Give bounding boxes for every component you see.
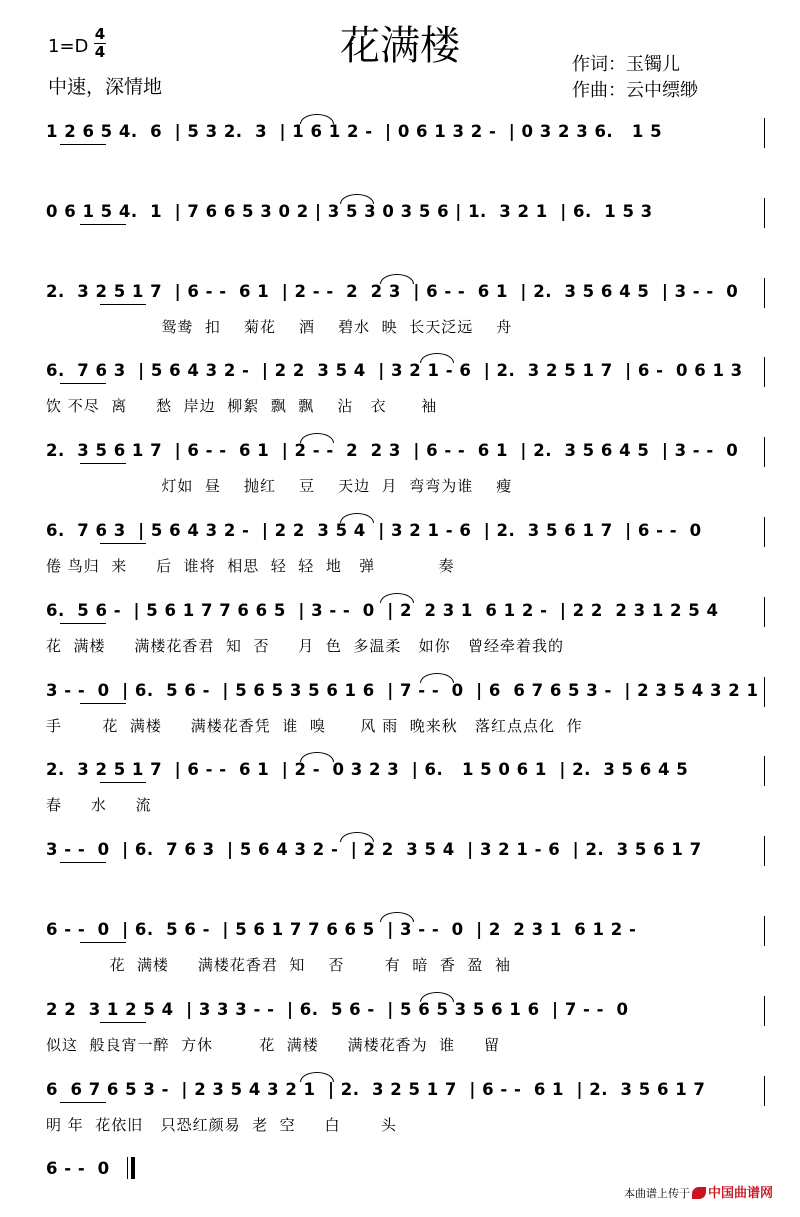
score-row bbox=[0, 519, 800, 579]
notation-line: 3 - - 0 | 6. 5 6 - | 5 6 5 3 5 6 1 6 | 7 - - 0 | 6 6 7 6 5 3 - | 2 3 5 4 3 2 1 bbox=[46, 680, 759, 700]
beam-underline bbox=[100, 1022, 146, 1023]
beam-underline bbox=[60, 144, 106, 145]
slur-arc bbox=[300, 114, 334, 124]
lyrics-line: 倦 鸟归 来 后 谁将 相思 轻 轻 地 弹 奏 bbox=[46, 557, 455, 575]
composer-name: 云中缥缈 bbox=[626, 80, 698, 101]
lyricist-name: 玉镯儿 bbox=[626, 54, 680, 75]
score-row bbox=[0, 120, 800, 180]
score-row bbox=[0, 838, 800, 898]
notation-line: 2 2 3 1 2 5 4 | 3 3 3 - - | 6. 5 6 - | 5 6 5 3 5 6 1 6 | 7 - - 0 bbox=[46, 999, 629, 1019]
beam-underline bbox=[60, 623, 106, 624]
upload-text: 本曲谱上传于 bbox=[624, 1187, 690, 1200]
slur-arc bbox=[380, 274, 414, 284]
score-row bbox=[0, 918, 800, 978]
final-barline-thin bbox=[127, 1157, 128, 1179]
key-signature: 1=D bbox=[48, 36, 89, 57]
upload-footer bbox=[624, 1182, 773, 1201]
time-signature-bottom: 4 bbox=[94, 43, 106, 61]
slur-arc bbox=[300, 1072, 334, 1082]
lyrics-line: 饮 不尽 离 愁 岸边 柳絮 飘 飘 沾 衣 袖 bbox=[46, 397, 438, 416]
slur-arc bbox=[300, 433, 334, 443]
beam-underline bbox=[80, 703, 126, 704]
end-barline bbox=[764, 118, 765, 148]
beam-underline bbox=[100, 782, 146, 783]
slur-arc bbox=[380, 912, 414, 922]
notation-line: 2. 3 2 5 1 7 | 6 - - 6 1 | 2 - - 2 2 3 | 6 - - 6 1 | 2. 3 5 6 4 5 | 3 - - 0 bbox=[46, 281, 739, 301]
end-barline bbox=[764, 597, 765, 627]
beam-underline bbox=[60, 1102, 106, 1103]
notation-line: 2. 3 2 5 1 7 | 6 - - 6 1 | 2 - 0 3 2 3 | 6. 1 5 0 6 1 | 2. 3 5 6 4 5 bbox=[46, 760, 689, 780]
beam-underline bbox=[100, 304, 146, 305]
lyrics-line: 春 水 流 bbox=[46, 796, 152, 815]
composer-label: 作曲： bbox=[572, 80, 626, 101]
composer-credit bbox=[572, 76, 698, 102]
lyrics-line: 花 满楼 满楼花香君 知 否 有 暗 香 盈 袖 bbox=[46, 956, 511, 974]
notation-line: 1 2 6 5 4. 6 | 5 3 2. 3 | 1 6 1 2 - | 0 6 1 3 2 - | 0 3 2 3 6. 1 5 bbox=[46, 122, 663, 141]
score-row bbox=[0, 359, 800, 419]
notation-line: 6 - - 0 bbox=[46, 1159, 110, 1179]
beam-underline bbox=[60, 862, 106, 863]
score-row bbox=[0, 200, 800, 260]
slur-arc bbox=[340, 832, 374, 842]
notation-line: 6 6 7 6 5 3 - | 2 3 5 4 3 2 1 | 2. 3 2 5 1 7 | 6 - - 6 1 | 2. 3 5 6 1 7 bbox=[46, 1079, 706, 1099]
beam-underline bbox=[60, 383, 106, 384]
slur-arc bbox=[340, 513, 374, 523]
end-barline bbox=[764, 996, 765, 1026]
score-row bbox=[0, 599, 800, 659]
end-barline bbox=[764, 198, 765, 228]
slur-arc bbox=[380, 593, 414, 603]
tempo-marking: 中速，深情地 bbox=[48, 76, 163, 98]
score-row bbox=[0, 439, 800, 499]
notation-line: 6. 7 6 3 | 5 6 4 3 2 - | 2 2 3 5 4 | 3 2 1 - 6 | 2. 3 2 5 1 7 | 6 - 0 6 1 3 bbox=[46, 361, 743, 381]
notation-line: 2. 3 5 6 1 7 | 6 - - 6 1 | 2 - - 2 2 3 | 6 - - 6 1 | 2. 3 5 6 4 5 | 3 - - 0 bbox=[46, 441, 739, 461]
lyrics-line: 花 满楼 满楼花香君 知 否 月 色 多温柔 如你 曾经牵着我的 bbox=[46, 636, 564, 655]
slur-arc bbox=[420, 673, 454, 683]
end-barline bbox=[764, 677, 765, 707]
slur-arc bbox=[420, 992, 454, 1002]
end-barline bbox=[764, 756, 765, 786]
notation-line: 6 - - 0 | 6. 5 6 - | 5 6 1 7 7 6 6 5 | 3 - - 0 | 2 2 3 1 6 1 2 - bbox=[46, 920, 637, 939]
slur-arc bbox=[420, 353, 454, 363]
slur-arc bbox=[340, 194, 374, 204]
site-logo-icon bbox=[692, 1187, 706, 1199]
lyrics-line: 鸳鸯 扣 菊花 酒 碧水 映 长天泛远 舟 bbox=[46, 317, 513, 336]
lyricist-credit bbox=[572, 50, 680, 76]
notation-line: 0 6 1 5 4. 1 | 7 6 6 5 3 0 2 | 3 5 3 0 3 5 6 | 1. 3 2 1 | 6. 1 5 3 bbox=[46, 201, 653, 221]
score-row bbox=[0, 758, 800, 818]
end-barline bbox=[764, 836, 765, 866]
end-barline bbox=[764, 278, 765, 308]
lyricist-label: 作词： bbox=[572, 54, 626, 75]
end-barline bbox=[764, 437, 765, 467]
end-barline bbox=[764, 916, 765, 946]
time-signature bbox=[94, 27, 106, 60]
end-barline bbox=[764, 357, 765, 387]
lyrics-line: 灯如 昼 抛红 豆 天边 月 弯弯为谁 瘦 bbox=[46, 477, 513, 496]
beam-underline bbox=[80, 942, 126, 943]
end-barline bbox=[764, 517, 765, 547]
end-barline bbox=[764, 1076, 765, 1106]
notation-line: 6. 5 6 - | 5 6 1 7 7 6 6 5 | 3 - - 0 | 2 2 3 1 6 1 2 - | 2 2 2 3 1 2 5 4 bbox=[46, 600, 719, 620]
site-name: 中国曲谱网 bbox=[708, 1186, 774, 1201]
beam-underline bbox=[100, 543, 146, 544]
lyrics-line: 手 花 满楼 满楼花香凭 谁 嗅 风 雨 晚来秋 落红点点化 作 bbox=[46, 716, 583, 735]
lyrics-line: 似这 般良宵一醉 方休 花 满楼 满楼花香为 谁 留 bbox=[46, 1035, 500, 1054]
lyrics-line: 明 年 花依旧 只恐红颜易 老 空 白 头 bbox=[46, 1115, 397, 1134]
notation-line: 6. 7 6 3 | 5 6 4 3 2 - | 2 2 3 5 4 | 3 2 1 - 6 | 2. 3 5 6 1 7 | 6 - - 0 bbox=[46, 521, 702, 540]
song-title: 花满楼 bbox=[340, 23, 460, 69]
beam-underline bbox=[80, 463, 126, 464]
slur-arc bbox=[300, 752, 334, 762]
score-row bbox=[0, 998, 800, 1058]
notation-line: 3 - - 0 | 6. 7 6 3 | 5 6 4 3 2 - | 2 2 3 5 4 | 3 2 1 - 6 | 2. 3 5 6 1 7 bbox=[46, 840, 702, 860]
score-row bbox=[0, 1078, 800, 1138]
beam-underline bbox=[80, 224, 126, 225]
final-barline-thick bbox=[131, 1157, 135, 1179]
score-row bbox=[0, 280, 800, 340]
score-row bbox=[0, 679, 800, 739]
time-signature-top: 4 bbox=[94, 25, 106, 43]
